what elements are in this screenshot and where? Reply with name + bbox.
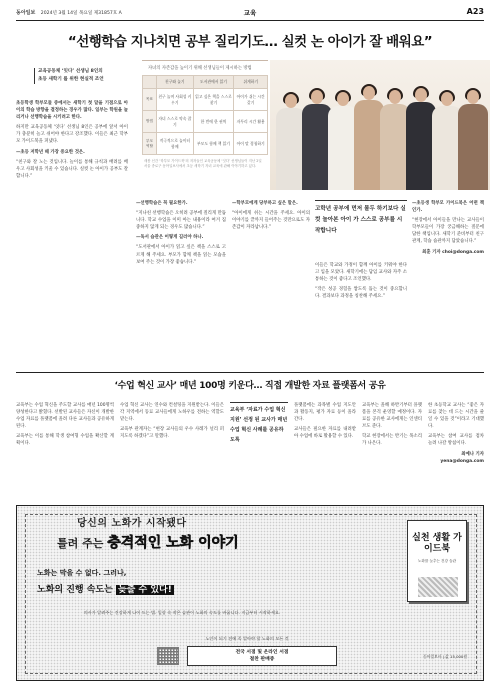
article-column-4 <box>315 262 407 368</box>
subheadline <box>34 68 124 84</box>
article2-paragraph: 교육부는 참여 교사를 점차 늘려 나갈 방침이다. <box>428 434 484 447</box>
ad-title <box>57 532 239 552</box>
article2-column-4 <box>362 402 422 498</box>
info-table-cell: 한 번에 한 권씩 <box>193 111 234 133</box>
ad-order-line-2: 절찬 판매중 <box>249 657 275 662</box>
book-advertisement[interactable] <box>16 505 484 681</box>
ad-top-line: 당신의 노화가 시작됐다 <box>77 518 187 529</box>
info-table-cell: 자녀 스스로 약속 잡기 <box>157 111 194 133</box>
article-paragraph: 초등학생 학부모들 중에서는 새학기 첫 달을 기점으로 아이의 학습 방향을 결정하는 경우가 많다. 일부는 학원을 늘리거나 선행학습을 시키려고 한다. <box>16 101 128 121</box>
book-cover-illustration <box>418 577 458 597</box>
ad-tagline-2-text: 노화의 진행 속도는 <box>37 585 113 595</box>
ad-tagline-2 <box>37 582 174 595</box>
group-photo <box>270 60 490 190</box>
paper-name: 동아일보 <box>16 10 36 16</box>
ad-description: 의사가 알려주는 건강하게 나이 드는 법. 일상 속 작은 습관이 노화의 속도를 바꿉니다. 지금부터 시작하세요. <box>83 610 281 615</box>
info-table-header: 도서관에서 읽기 <box>193 76 234 89</box>
book-cover <box>407 520 467 602</box>
book-subtitle: 노화를 늦추는 건강 습관 <box>417 559 457 563</box>
article-column-2 <box>136 200 226 368</box>
info-table-cell: 읽고 싶은 책을 스스로 찾기 <box>193 89 234 111</box>
info-table-cell: 아이가 쉬는 시간 갖기 <box>234 89 268 111</box>
photo-caption: 새봄 신간 ‘학부모 가이드북’의 저자들인 교육공동체 ‘잇다’ 선생님들이 지난 2일 서울 종로구 동아일보사에서 초등 새학기 자녀 교육에 관해 이야기하고 있다. <box>144 159 262 168</box>
section-divider <box>16 372 484 373</box>
info-table-header: 친구와 놀기 <box>157 76 194 89</box>
info-row-label: 목표 <box>143 89 157 111</box>
article2-column-1 <box>16 402 114 498</box>
info-row-label: 방법 <box>143 111 157 133</box>
info-table-header <box>143 76 157 89</box>
subhead-line-1: 교육공동체 ‘잇다’ 선생님 8인의 <box>38 69 103 74</box>
article-column-3 <box>232 200 310 368</box>
article-paragraph: 하지만 교육공동체 ‘잇다’ 선생님 8인은 공부에 앞서 아이가 충분히 놀고 쉬어야 한다고 강조했다. 이들은 최근 학부모 가이드북을 펴냈다. <box>16 125 128 145</box>
ad-title-prefix: 틀려 주는 <box>57 537 104 550</box>
info-table <box>142 75 268 155</box>
issue-date: 2024년 3월 14일 목요일 <box>40 11 93 16</box>
info-table-cell: 자투리 시간 활용 <box>234 111 268 133</box>
person-figure <box>458 90 488 190</box>
article2-paragraph: 교육부는 이를 통해 학생 참여형 수업을 확산할 계획이다. <box>16 434 114 447</box>
ad-publisher: 동아일보사 | 값 15,000원 <box>423 654 467 659</box>
article2-paragraph: 수업 혁신 교사는 연수와 컨설팅을 지원받는다. 이들은 각 지역에서 동료 교사들에게 노하우를 전하는 역할도 맡는다. <box>120 403 224 423</box>
article-question: —독서 습관은 어떻게 길러야 하나. <box>136 235 204 241</box>
article-paragraph: “아이에게 쉬는 시간을 주세요. 아이의 이야기를 끝까지 들어주는 것만으로도 자존감이 자라납니다.” <box>232 211 310 231</box>
article2-paragraph: 플랫폼에는 과목별 수업 지도안과 활동지, 평가 자료 등이 올라간다. <box>294 403 356 423</box>
article-question: —학부모에게 당부하고 싶은 말은. <box>232 201 298 206</box>
subhead-line-2: 초등 새학기 를 위한 현실적 조언 <box>38 77 104 82</box>
info-table-cell: 아이 말 경청하기 <box>234 133 268 155</box>
article-column-5 <box>412 200 484 368</box>
article2-paragraph: 한 초등학교 교사는 “좋은 자료를 찾는 데 드는 시간을 줄일 수 있을 것”이라고 기대했다. <box>428 403 484 430</box>
article-paragraph: “현장에서 아이들을 만나는 교사들이 학부모들이 가장 궁금해하는 질문에 답한 책입니다. 새학기 준비부터 친구 관계, 학습 습관까지 담았습니다.” <box>412 218 484 245</box>
article2-column-2 <box>120 402 224 498</box>
article2-column-5 <box>428 402 484 498</box>
article-question: —초등생 학부모 가이드북은 어떤 책인가. <box>412 201 484 214</box>
ad-note: 노인이 되기 전에 꼭 알아야 할 노화의 모든 것 <box>205 636 289 641</box>
article-question: —선행학습은 꼭 필요한가. <box>136 201 188 206</box>
article-paragraph: “친구와 잘 노는 것입니다. 놀이를 통해 규칙과 배려를 배우고 사회성을 키울 수 있습니다. 실컷 논 아이가 공부도 잘합니다.” <box>16 159 128 179</box>
pull-quote-2: 교육부 ‘자료가 수업 혁신 지원’ 선정 된 교사가 매년 수업 혁신 사례를 공유하도록 <box>230 402 288 445</box>
masthead <box>16 9 484 21</box>
pull-quote: 고학년 공부에 먼저 몰두 하기보다 실컷 놀아본 아이 가 스스로 공부를 시작합니다 <box>315 200 407 237</box>
ad-order-line-1: 전국 서점 및 온라인 서점 <box>235 650 289 655</box>
second-headline: ‘수업 혁신 교사’ 매년 100명 키운다… 직접 개발한 자료 플랫폼서 공유 <box>114 381 386 391</box>
article-paragraph: “작은 성공 경험을 쌓도록 돕는 것이 중요합니다. 결과보다 과정을 칭찬해 주세요.” <box>315 287 407 300</box>
issue-number: 제31857호 A <box>93 11 122 16</box>
article-paragraph: “지나친 선행학습은 오히려 공부에 질리게 만듭니다. 학교 수업을 이미 아는 내용이라 여겨 집중하지 않게 되는 경우도 많습니다.” <box>136 211 226 231</box>
info-row-label: 부모 역할 <box>143 133 157 155</box>
info-table-row <box>143 111 268 133</box>
ad-title-highlight: 충격적인 노화 이야기 <box>107 535 239 551</box>
info-table-box <box>142 60 268 190</box>
qr-code-icon[interactable] <box>157 647 179 665</box>
article-paragraph: 이들은 학교와 가정이 함께 아이를 키워야 한다고 입을 모았다. 새학기에는 담임 교사와 자주 소통하는 것이 좋다고 조언했다. <box>315 263 407 283</box>
ad-order-box[interactable] <box>187 646 337 666</box>
book-title: 실천 생활 가이드북 <box>412 533 462 554</box>
article2-paragraph: 교육부 관계자는 “현장 교사들의 우수 사례가 널리 퍼지도록 하겠다”고 말했다. <box>120 427 224 440</box>
info-table-cell: 적극적으로 놀이터 함께 <box>157 133 194 155</box>
article-byline: 최훈 기자 choi@donga.com <box>422 249 484 255</box>
article2-column-3 <box>294 402 356 498</box>
ad-tagline-2-emphasis: 늦출 수 있다! <box>117 585 172 595</box>
article2-paragraph: 교육부는 올해 하반기부터 플랫폼을 본격 운영할 예정이다. 자료를 공유한 교사에게는 인센티브도 준다. <box>362 403 422 430</box>
info-table-cell: 친구 놀며 사회성 키우기 <box>157 89 194 111</box>
info-table-title: 자녀의 자존감을 높이기 위해 선생님들이 제시하는 방법 <box>148 66 252 71</box>
article2-paragraph: 학교 현장에서는 반기는 목소리가 나온다. <box>362 434 422 447</box>
ad-tagline-1: 노화는 막을 수 없다. 그러나, <box>37 569 127 577</box>
info-table-header-row <box>143 76 268 89</box>
article-paragraph: “도서관에서 아이가 읽고 싶은 책을 스스로 고르게 해 주세요. 부모가 함께 책을 읽는 모습을 보여 주는 것이 가장 좋습니다.” <box>136 245 226 265</box>
article-column-1 <box>16 100 128 368</box>
info-table-cell: 부모도 함께 책 읽기 <box>193 133 234 155</box>
article2-paragraph: 교육부는 수업 혁신을 주도할 교사를 매년 100명씩 양성한다고 밝혔다. 선발된 교사들은 자신이 개발한 수업 자료를 플랫폼에 올려 다른 교사들과 공유하게 된다. <box>16 403 114 430</box>
page-number: A23 <box>466 7 484 16</box>
info-table-header: 쉬게하기 <box>234 76 268 89</box>
article2-paragraph: 교사들은 필요한 자료를 내려받아 수업에 바로 활용할 수 있다. <box>294 427 356 440</box>
info-table-row <box>143 89 268 111</box>
section-name: 교육 <box>243 9 257 17</box>
article2-byline: 최예나 기자 yena@donga.com <box>440 451 484 464</box>
info-table-row <box>143 133 268 155</box>
article-question: —초등 저학년 때 가장 중요한 것은. <box>16 149 85 155</box>
main-headline: “선행학습 지나치면 공부 질리기도… 실컷 논 아이가 잘 배워요” <box>67 34 433 50</box>
